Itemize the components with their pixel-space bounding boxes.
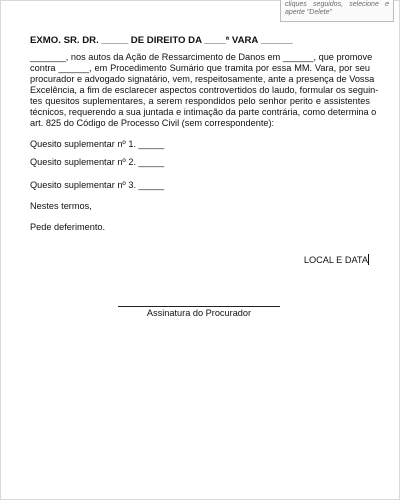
tooltip-line: cliques seguidos, selecione e <box>285 1 389 8</box>
instruction-tooltip <box>280 0 394 22</box>
paragraph-line: procurador e advogado signatário, vem, respeitosamente, ante a presença de Vossa <box>30 74 375 84</box>
paragraph-line: tes quesitos suplementares, a serem respondidos pelo senhor perito e assistentes <box>30 96 370 106</box>
paragraph-line: _______, nos autos da Ação de Ressarcimento de Danos em ______, que promove <box>30 52 373 62</box>
local-date-field[interactable] <box>304 254 369 265</box>
petition-paragraph[interactable] <box>30 52 379 129</box>
local-date-label: LOCAL E DATA <box>303 255 368 265</box>
document-heading[interactable]: EXMO. SR. DR. _____ DE DIREITO DA ____ª VARA ______ <box>30 35 293 46</box>
closing-text[interactable]: Nestes termos, <box>30 201 92 211</box>
quesito-1[interactable]: Quesito suplementar nº 1. _____ <box>30 139 165 149</box>
signature-label[interactable]: Assinatura do Procurador <box>146 308 252 318</box>
paragraph-line: contra ______, em Procedimento Sumário que tramita por essa MM. Vara, por seu <box>30 63 370 73</box>
paragraph-line: Excelência, a fim de esclarecer aspectos controvertidos do laudo, formular os seguin- <box>30 85 379 95</box>
signature-line <box>118 306 280 307</box>
tooltip-line: aperte "Delete" <box>285 9 332 16</box>
paragraph-line: art. 825 do Código de Processo Civil (sem correspondente): <box>30 118 275 128</box>
quesito-2[interactable]: Quesito suplementar nº 2. _____ <box>30 157 165 167</box>
quesito-3[interactable]: Quesito suplementar nº 3. _____ <box>30 180 165 190</box>
text-cursor <box>368 254 369 265</box>
request-text[interactable]: Pede deferimento. <box>30 222 106 232</box>
paragraph-line: técnicos, requerendo a sua juntada e intimação da parte contrária, como determina o <box>30 107 377 117</box>
